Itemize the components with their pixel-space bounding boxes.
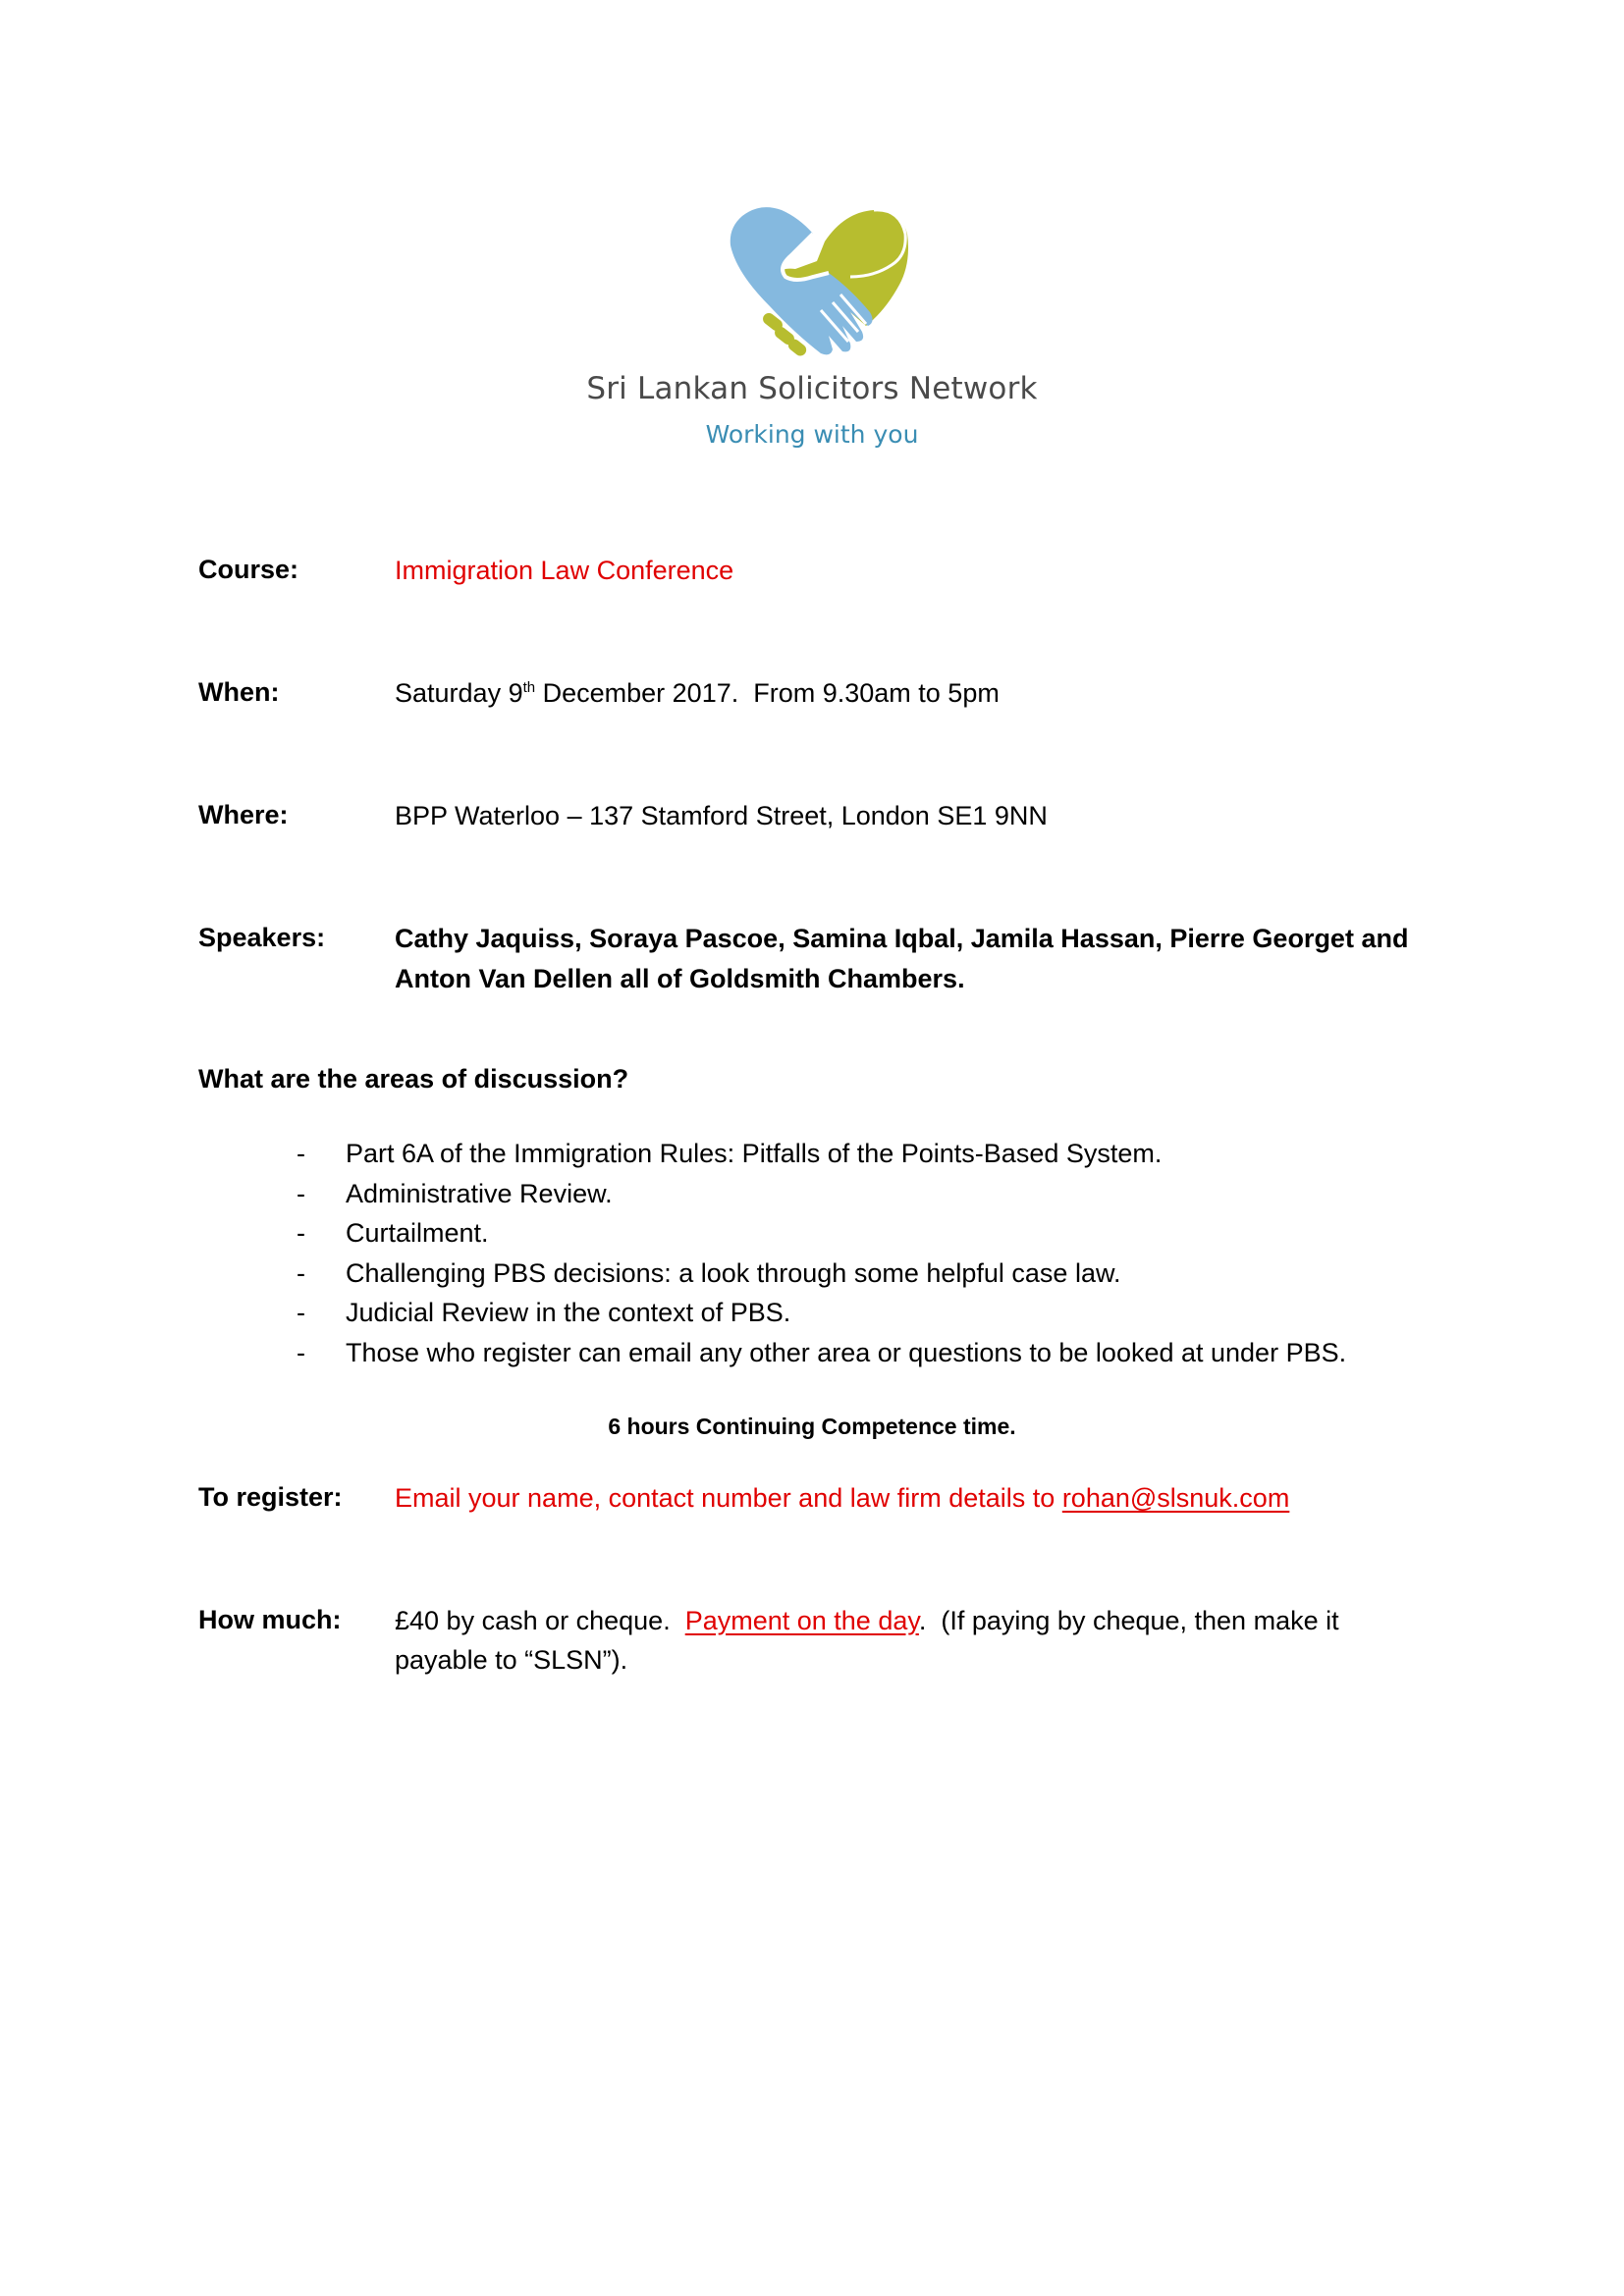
course-value: Immigration Law Conference <box>395 556 734 585</box>
cpd-note: 6 hours Continuing Competence time. <box>608 1414 1016 1439</box>
when-date-prefix: Saturday 9 <box>395 678 523 708</box>
register-value <box>395 1478 1289 1518</box>
speakers-line-2: Anton Van Dellen all of Goldsmith Chambers. <box>395 964 965 993</box>
email-link[interactable]: rohan@slsnuk.com <box>1061 1483 1290 1513</box>
discussion-heading: What are the areas of discussion? <box>198 1064 629 1094</box>
bullet-dash: - <box>297 1218 305 1249</box>
payment-on-day-link[interactable]: Payment on the day <box>684 1606 919 1635</box>
price-text: £40 by cash or cheque. <box>395 1606 685 1635</box>
bullet-dash: - <box>297 1257 305 1288</box>
when-label: When: <box>198 677 280 707</box>
speakers-line-1: Cathy Jaquiss, Soraya Pascoe, Samina Iqbal, Jamila Hassan, Pierre Georget and <box>395 924 1409 953</box>
register-text: Email your name, contact number and law firm details to <box>395 1483 1062 1513</box>
where-label: Where: <box>198 800 289 829</box>
speakers-label: Speakers: <box>198 923 326 952</box>
list-item-text: Judicial Review in the context of PBS. <box>346 1298 791 1328</box>
list-item-text: Those who register can email any other area or questions to be looked at under PBS. <box>346 1337 1347 1367</box>
price-cheque-note: . (If paying by cheque, then make it <box>918 1606 1339 1635</box>
list-item-text: Administrative Review. <box>346 1178 613 1208</box>
when-date-suffix: December 2017. From 9.30am to 5pm <box>535 678 1000 708</box>
course-label: Course: <box>198 555 299 584</box>
bullet-dash: - <box>297 1139 305 1168</box>
where-value: BPP Waterloo – 137 Stamford Street, London SE1 9NN <box>395 801 1048 830</box>
handshake-heart-icon <box>727 204 909 359</box>
bullet-dash: - <box>297 1298 305 1328</box>
price-line-1 <box>395 1601 1339 1640</box>
price-line-2: payable to “SLSN”). <box>395 1645 628 1675</box>
org-name: Sri Lankan Solicitors Network <box>586 371 1038 406</box>
register-label: To register: <box>198 1482 343 1512</box>
when-value <box>395 673 1000 713</box>
list-item-text: Part 6A of the Immigration Rules: Pitfalls of the Points-Based System. <box>346 1139 1163 1168</box>
tagline: Working with you <box>705 420 919 449</box>
price-label: How much: <box>198 1605 342 1634</box>
list-item-text: Curtailment. <box>346 1218 489 1249</box>
list-item-text: Challenging PBS decisions: a look through some helpful case law. <box>346 1257 1121 1288</box>
bullet-dash: - <box>297 1178 305 1208</box>
when-ordinal: th <box>522 679 536 696</box>
bullet-dash: - <box>297 1337 305 1367</box>
